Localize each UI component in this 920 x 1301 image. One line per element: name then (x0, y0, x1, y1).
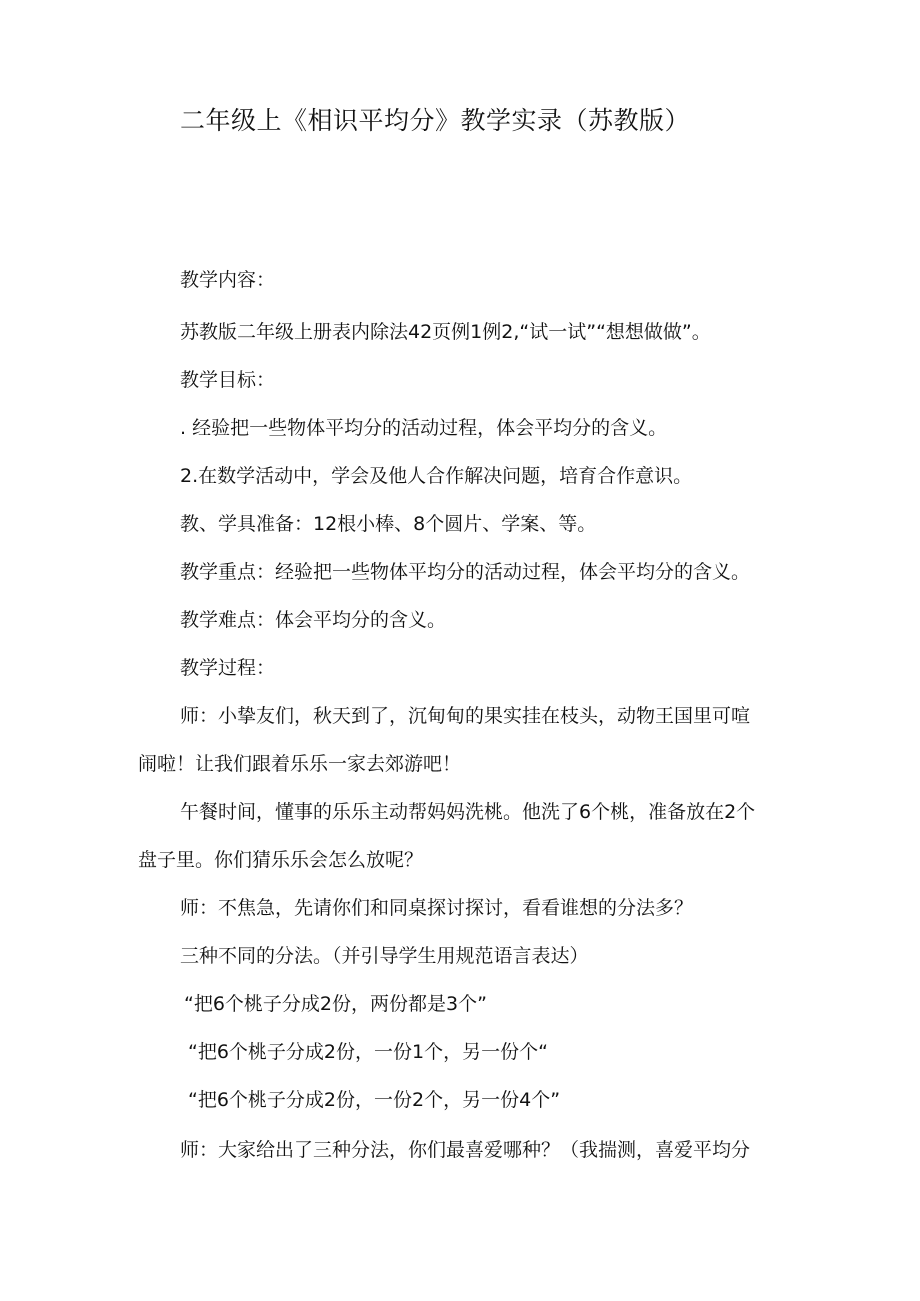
paragraph-materials: 教、学具准备：12根小棒、8个圆片、学案、等。 (180, 513, 597, 535)
paragraph-method-1: “把6个桃子分成2份，两份都是3个” (184, 993, 487, 1015)
paragraph-method-2: “把6个桃子分成2份，一份1个，另一份个“ (188, 1041, 548, 1063)
paragraph-process-heading: 教学过程： (180, 657, 276, 679)
paragraph-teacher-question: 师：大家给出了三种分法，你们最喜爱哪种？（我揣测，喜爱平均分 (180, 1139, 751, 1161)
paragraph-method-3: “把6个桃子分成2份，一份2个，另一份4个” (188, 1089, 561, 1111)
paragraph-goal-2: 2.在数学活动中，学会及他人合作解决问题，培育合作意识。 (180, 465, 693, 487)
paragraph-three-methods: 三种不同的分法。（并引导学生用规范语言表达） (180, 945, 589, 967)
paragraph-teacher-discuss: 师：不焦急，先请你们和同桌探讨探讨，看看谁想的分法多？ (180, 897, 694, 919)
paragraph-teaching-goal-heading: 教学目标： (180, 369, 276, 391)
document-title: 二年级上《相识平均分》教学实录（苏教版） (180, 106, 691, 135)
paragraph-goal-1: . 经验把一些物体平均分的活动过程，体会平均分的含义。 (180, 417, 668, 439)
paragraph-key-point: 教学重点：经验把一些物体平均分的活动过程，体会平均分的含义。 (180, 561, 751, 583)
paragraph-difficulty: 教学难点：体会平均分的含义。 (180, 609, 447, 631)
paragraph-teacher-intro-line1: 师：小挚友们，秋天到了，沉甸甸的果实挂在枝头，动物王国里可喧 (180, 705, 751, 727)
paragraph-teacher-intro-line2: 闹啦！让我们跟着乐乐一家去郊游吧！ (138, 753, 462, 775)
paragraph-teaching-content-heading: 教学内容： (180, 269, 276, 291)
paragraph-teaching-content: 苏教版二年级上册表内除法42页例1例2,“试一试”“想想做做”。 (180, 321, 711, 343)
paragraph-lunch-line1: 午餐时间，懂事的乐乐主动帮妈妈洗桃。他洗了6个桃，准备放在2个 (180, 801, 756, 823)
paragraph-lunch-line2: 盘子里。你们猜乐乐会怎么放呢？ (138, 849, 424, 871)
